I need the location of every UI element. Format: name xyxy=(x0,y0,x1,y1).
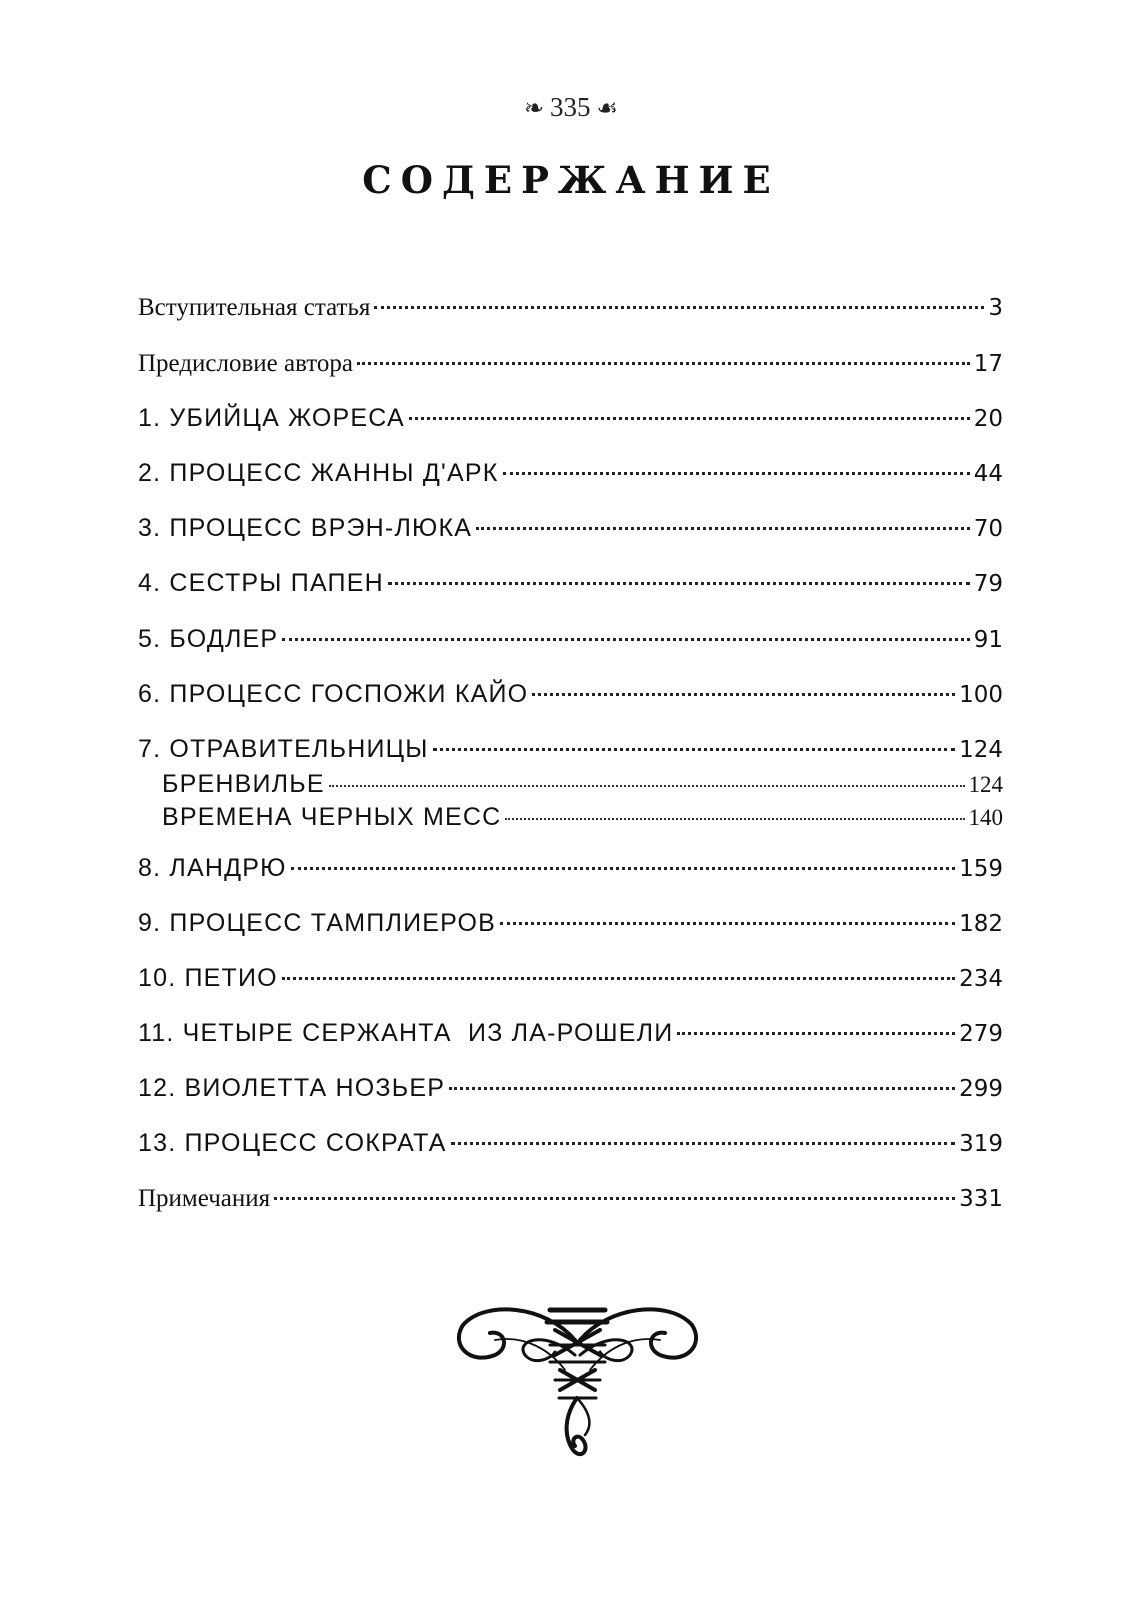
toc-entry-page: 234 xyxy=(959,966,1003,992)
dot-leader xyxy=(449,1087,955,1090)
toc-entry-chapter-2[interactable] xyxy=(138,459,1003,488)
folio-ornament-left-icon: ❧ xyxy=(523,96,545,122)
dot-leader xyxy=(433,748,955,751)
dot-leader xyxy=(274,1197,955,1200)
folio-number: 335 xyxy=(550,92,591,122)
toc-entry-label: 4. СЕСТРЫ ПАПЕН xyxy=(138,569,384,597)
toc-entry-label: 1. УБИЙЦА ЖОРЕСА xyxy=(138,404,405,432)
toc-entry-chapter-8[interactable] xyxy=(138,854,1003,883)
toc-entry-chapter-9[interactable] xyxy=(138,909,1003,938)
toc-entry-label: Вступительная статья xyxy=(138,294,371,321)
toc-entry-page: 299 xyxy=(959,1076,1003,1102)
toc-entry-page: 140 xyxy=(968,805,1003,830)
toc-entry-label: 13. ПРОЦЕСС СОКРАТА xyxy=(138,1129,447,1157)
dot-leader xyxy=(677,1032,955,1035)
toc-entry-chapter-1[interactable] xyxy=(138,404,1003,433)
dot-leader xyxy=(503,472,970,475)
toc-entry-page: 159 xyxy=(959,856,1003,882)
dot-leader xyxy=(532,693,955,696)
toc-entry-notes[interactable] xyxy=(138,1185,1003,1213)
toc-entry-label: 9. ПРОЦЕСС ТАМПЛИЕРОВ xyxy=(138,909,496,937)
toc-subentry-black-mass[interactable] xyxy=(162,803,1003,832)
dot-leader xyxy=(451,1142,955,1145)
dot-leader xyxy=(282,638,969,641)
dot-leader xyxy=(374,306,984,309)
toc-entry-chapter-7[interactable] xyxy=(138,735,1003,764)
toc-entry-label: 6. ПРОЦЕСС ГОСПОЖИ КАЙО xyxy=(138,680,529,708)
toc-entry-chapter-6[interactable] xyxy=(138,680,1003,709)
toc-entry-page: 319 xyxy=(959,1131,1003,1157)
toc-entry-page: 124 xyxy=(959,737,1003,763)
toc-entry-page: 70 xyxy=(973,516,1003,542)
toc-entry-label: 11. ЧЕТЫРЕ СЕРЖАНТА ИЗ ЛА-РОШЕЛИ xyxy=(138,1019,674,1047)
toc-entry-chapter-4[interactable] xyxy=(138,569,1003,598)
toc-entry-label: 5. БОДЛЕР xyxy=(138,625,279,653)
toc-entry-page: 44 xyxy=(973,461,1003,487)
toc-entry-chapter-11[interactable] xyxy=(138,1019,1003,1048)
decorative-flourish-icon xyxy=(455,1300,700,1460)
toc-entry-chapter-3[interactable] xyxy=(138,514,1003,543)
toc-entry-label: 8. ЛАНДРЮ xyxy=(138,854,287,882)
folio-ornament-right-icon: ☙ xyxy=(596,96,619,122)
dot-leader xyxy=(329,785,965,787)
toc-entry-page: 20 xyxy=(973,406,1003,432)
dot-leader xyxy=(388,582,970,585)
toc-entry-label: Примечания xyxy=(138,1185,271,1212)
dot-leader xyxy=(282,977,955,980)
page-title: СОДЕРЖАНИЕ xyxy=(362,158,780,202)
toc-entry-label: Предисловие автора xyxy=(138,350,353,377)
dot-leader xyxy=(357,362,970,365)
toc-entry-page: 331 xyxy=(959,1186,1003,1212)
toc-entry-label: 3. ПРОЦЕСС ВРЭН-ЛЮКА xyxy=(138,514,473,542)
dot-leader xyxy=(500,922,955,925)
toc-entry-page: 79 xyxy=(973,571,1003,597)
toc-entry-page: 279 xyxy=(959,1021,1003,1047)
toc-entry-chapter-12[interactable] xyxy=(138,1074,1003,1103)
toc-entry-chapter-5[interactable] xyxy=(138,625,1003,654)
page-folio xyxy=(0,92,1142,123)
toc-entry-page: 91 xyxy=(973,627,1003,653)
toc-entry-label: ВРЕМЕНА ЧЕРНЫХ МЕСС xyxy=(162,803,502,831)
toc-entry-chapter-13[interactable] xyxy=(138,1129,1003,1158)
toc-entry-page: 124 xyxy=(968,772,1003,797)
dot-leader xyxy=(291,867,956,870)
toc-entry-page: 182 xyxy=(959,911,1003,937)
dot-leader xyxy=(409,417,970,420)
toc-entry-page: 3 xyxy=(988,295,1003,321)
toc-entry-label: 2. ПРОЦЕСС ЖАННЫ Д'АРК xyxy=(138,459,499,487)
toc-entry-chapter-10[interactable] xyxy=(138,964,1003,993)
dot-leader xyxy=(476,527,970,530)
toc-entry-page: 100 xyxy=(959,682,1003,708)
toc-entry-intro[interactable] xyxy=(138,294,1003,322)
toc-entry-label: БРЕНВИЛЬЕ xyxy=(162,770,325,798)
toc-entry-label: 7. ОТРАВИТЕЛЬНИЦЫ xyxy=(138,735,429,763)
toc-entry-label: 10. ПЕТИО xyxy=(138,964,278,992)
toc-subentry-brinvilliers[interactable] xyxy=(162,770,1003,799)
dot-leader xyxy=(505,818,964,820)
toc-entry-page: 17 xyxy=(973,351,1003,377)
toc-entry-label: 12. ВИОЛЕТТА НОЗЬЕР xyxy=(138,1074,446,1102)
toc-entry-preface[interactable] xyxy=(138,350,1003,378)
